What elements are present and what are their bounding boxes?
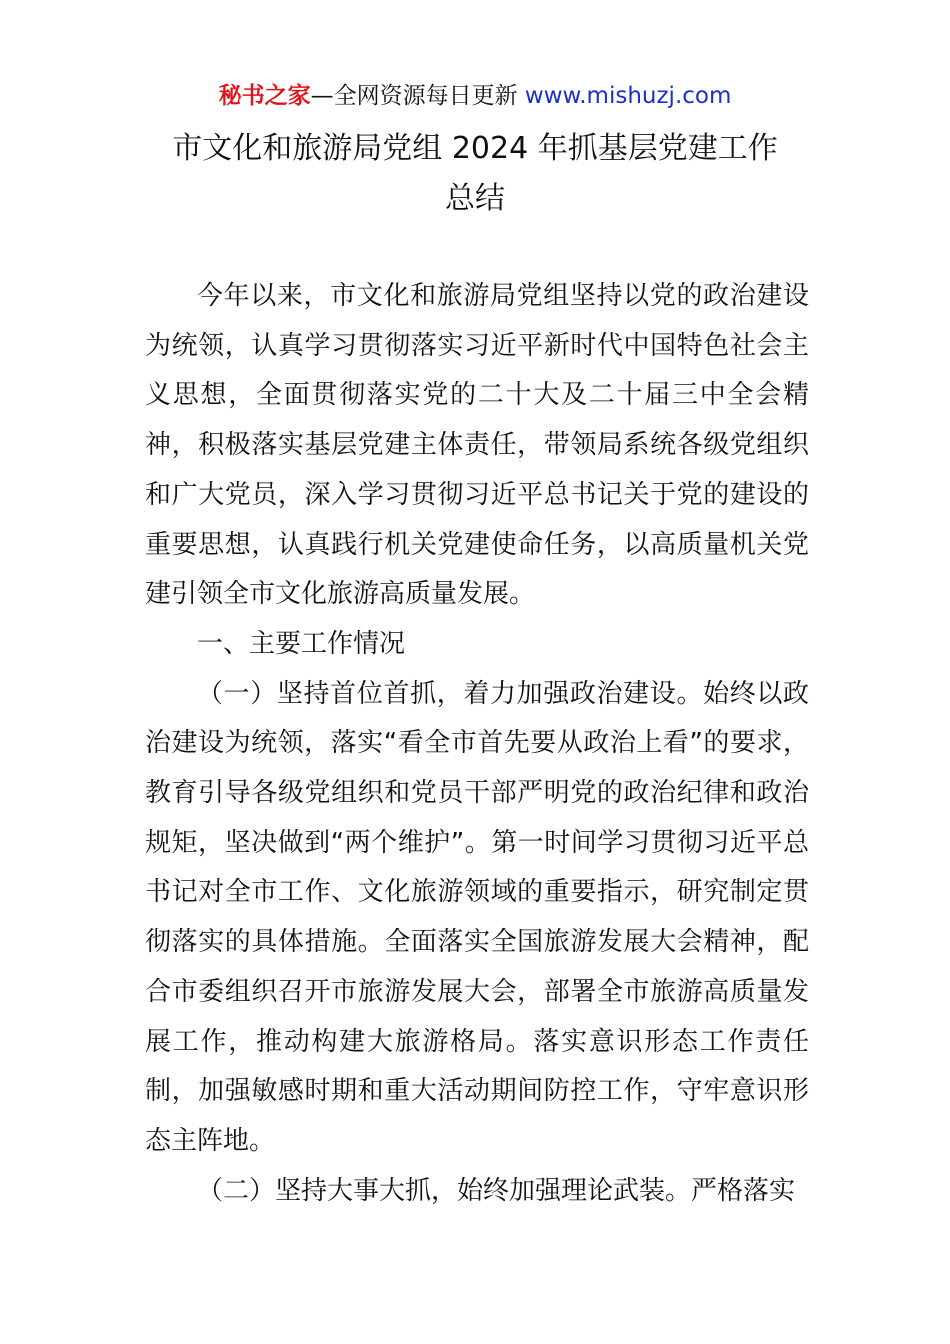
document-title [0, 124, 950, 224]
title-line-1: 市文化和旅游局党组 2024 年抓基层党建工作 [172, 131, 778, 166]
section-heading: 一、主要工作情况 [197, 628, 406, 659]
brand-name: 秘书之家 [218, 83, 311, 109]
intro-paragraph: 今年以来，市文化和旅游局党组坚持以党的政治建设为统领，认真学习贯彻落实习近平新时代中国特色社会主义思想，全面贯彻落实党的二十大及二十届三中全会精神，积极落实基层党建主体责任，带领局系统各级党组织和广大党员，深入学习贯彻习近平总书记关于党的建设的重要思想，认真践行机关党建使命任务，以高质量机关党建引领全市文化旅游高质量发展。 [145, 281, 809, 610]
subsection-paragraph-2: （二）坚持大事大抓，始终加强理论武装。严格落实 [197, 1175, 796, 1206]
site-url-link[interactable]: www.mishuzj.com [524, 83, 732, 109]
site-header [0, 80, 950, 112]
title-line-2: 总结 [445, 181, 505, 216]
document-body [145, 272, 809, 1216]
brand-tagline: —全网资源每日更新 [310, 83, 518, 109]
subsection-paragraph-1: （一）坚持首位首抓，着力加强政治建设。始终以政治建设为统领，落实“看全市首先要从政治上看”的要求，教育引导各级党组织和党员干部严明党的政治纪律和政治规矩，坚决做到“两个维护”。第一时间学习贯彻习近平总书记对全市工作、文化旅游领域的重要指示，研究制定贯彻落实的具体措施。全面落实全国旅游发展大会精神，配合市委组织召开市旅游发展大会，部署全市旅游高质量发展工作，推动构建大旅游格局。落实意识形态工作责任制，加强敏感时期和重大活动期间防控工作，守牢意识形态主阵地。 [145, 678, 809, 1156]
